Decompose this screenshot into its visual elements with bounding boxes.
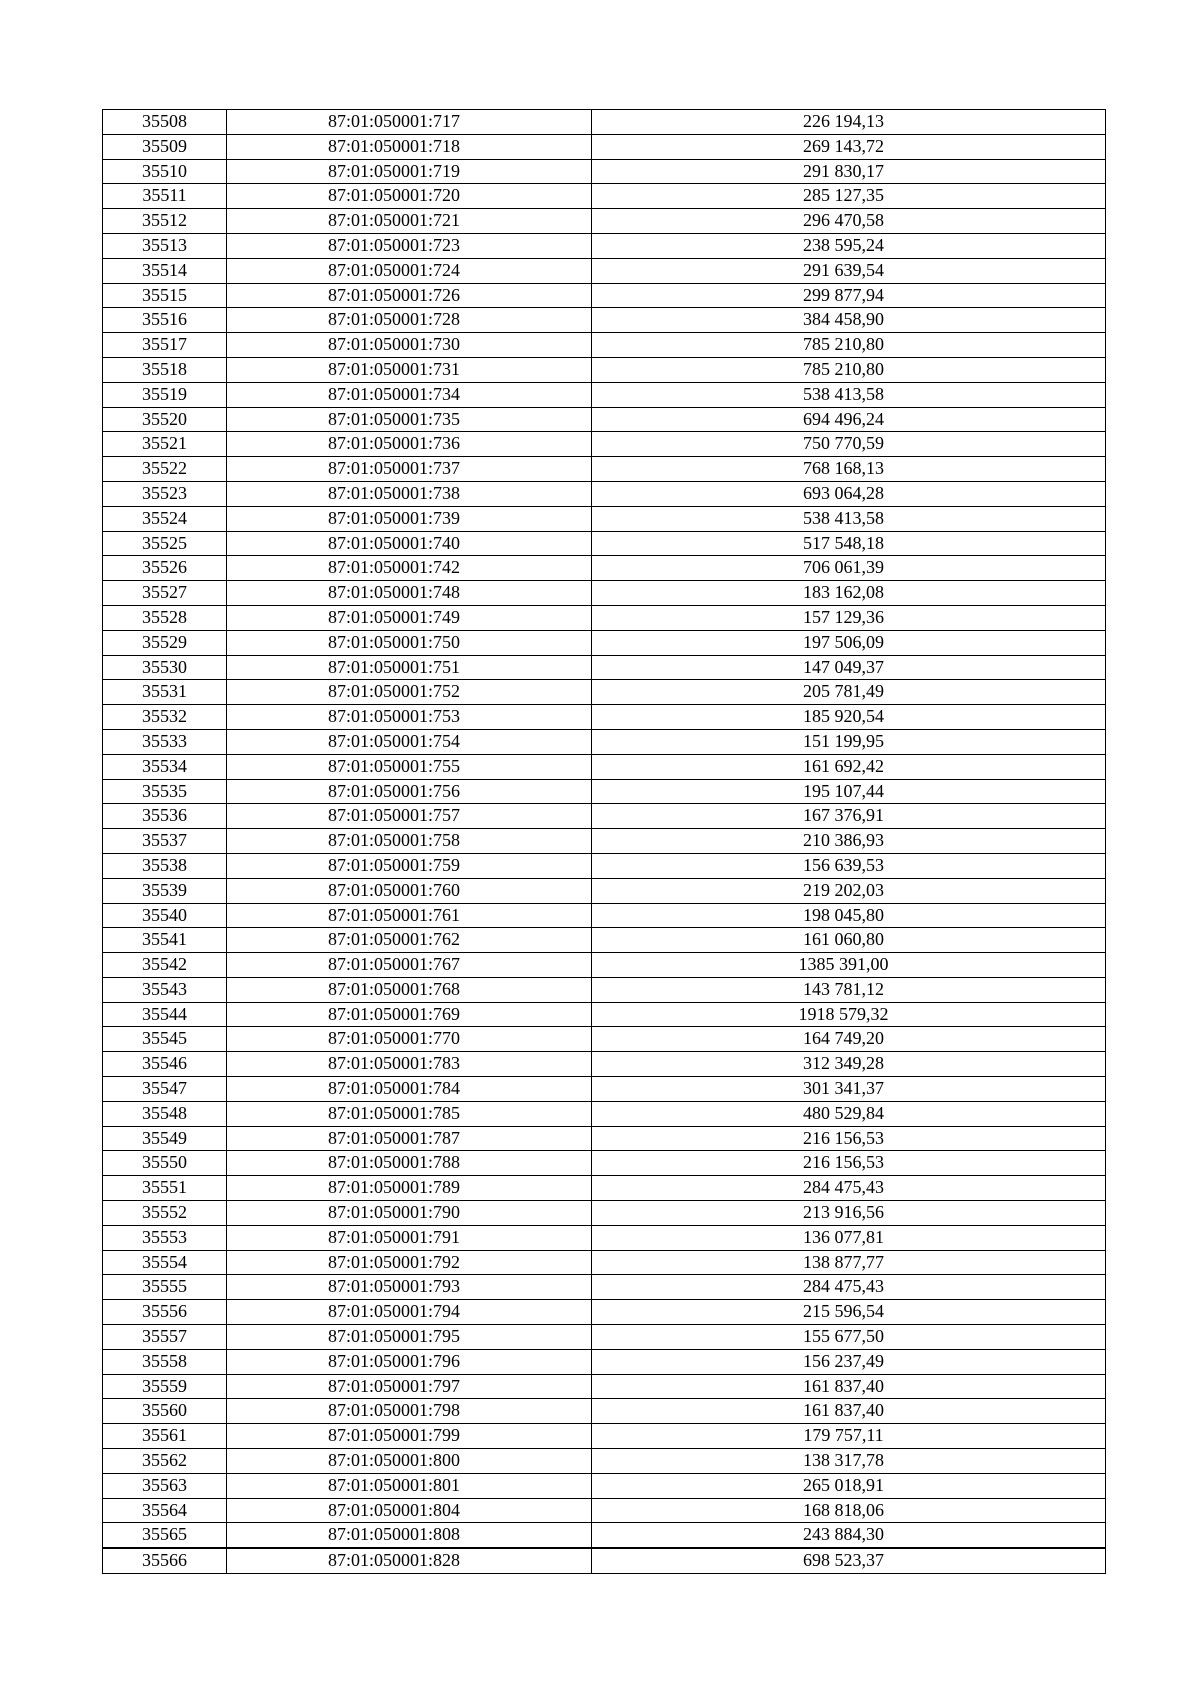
cadastral-number-cell: 87:01:050001:795 — [227, 1325, 592, 1350]
cadastral-number-cell: 87:01:050001:768 — [227, 977, 592, 1002]
cadastral-value-cell: 291 639,54 — [592, 258, 1106, 283]
cadastral-value-cell: 161 060,80 — [592, 928, 1106, 953]
cadastral-value-cell: 143 781,12 — [592, 977, 1106, 1002]
cadastral-value-table — [102, 109, 1106, 1574]
cadastral-value-cell: 238 595,24 — [592, 233, 1106, 258]
table-row — [103, 1349, 1106, 1374]
table-row — [103, 1151, 1106, 1176]
table-row — [103, 1548, 1106, 1573]
cadastral-value-cell: 213 916,56 — [592, 1201, 1106, 1226]
table-row — [103, 1126, 1106, 1151]
cadastral-number-cell: 87:01:050001:728 — [227, 308, 592, 333]
row-number-cell: 35531 — [103, 680, 227, 705]
table-row — [103, 1176, 1106, 1201]
table-row — [103, 134, 1106, 159]
row-number-cell: 35523 — [103, 481, 227, 506]
table-row — [103, 1399, 1106, 1424]
table-row — [103, 1225, 1106, 1250]
cadastral-number-cell: 87:01:050001:804 — [227, 1498, 592, 1523]
row-number-cell: 35548 — [103, 1101, 227, 1126]
cadastral-number-cell: 87:01:050001:719 — [227, 159, 592, 184]
cadastral-value-cell: 219 202,03 — [592, 878, 1106, 903]
table-row — [103, 630, 1106, 655]
table-row — [103, 110, 1106, 135]
row-number-cell: 35515 — [103, 283, 227, 308]
row-number-cell: 35544 — [103, 1002, 227, 1027]
table-row — [103, 556, 1106, 581]
cadastral-number-cell: 87:01:050001:736 — [227, 432, 592, 457]
table-row — [103, 159, 1106, 184]
cadastral-value-cell: 694 496,24 — [592, 407, 1106, 432]
cadastral-number-cell: 87:01:050001:726 — [227, 283, 592, 308]
cadastral-number-cell: 87:01:050001:787 — [227, 1126, 592, 1151]
row-number-cell: 35539 — [103, 878, 227, 903]
table-row — [103, 233, 1106, 258]
row-number-cell: 35516 — [103, 308, 227, 333]
row-number-cell: 35546 — [103, 1052, 227, 1077]
row-number-cell: 35534 — [103, 754, 227, 779]
cadastral-number-cell: 87:01:050001:794 — [227, 1300, 592, 1325]
cadastral-value-cell: 698 523,37 — [592, 1548, 1106, 1573]
cadastral-number-cell: 87:01:050001:783 — [227, 1052, 592, 1077]
table-row — [103, 1027, 1106, 1052]
cadastral-number-cell: 87:01:050001:720 — [227, 184, 592, 209]
row-number-cell: 35538 — [103, 853, 227, 878]
table-row — [103, 1473, 1106, 1498]
cadastral-number-cell: 87:01:050001:753 — [227, 705, 592, 730]
cadastral-value-cell: 138 877,77 — [592, 1250, 1106, 1275]
table-row — [103, 680, 1106, 705]
row-number-cell: 35526 — [103, 556, 227, 581]
cadastral-number-cell: 87:01:050001:748 — [227, 581, 592, 606]
cadastral-number-cell: 87:01:050001:784 — [227, 1077, 592, 1102]
cadastral-value-cell: 138 317,78 — [592, 1449, 1106, 1474]
table-row — [103, 829, 1106, 854]
cadastral-number-cell: 87:01:050001:791 — [227, 1225, 592, 1250]
cadastral-value-cell: 167 376,91 — [592, 804, 1106, 829]
cadastral-value-cell: 198 045,80 — [592, 903, 1106, 928]
table-row — [103, 1374, 1106, 1399]
table-row — [103, 209, 1106, 234]
row-number-cell: 35540 — [103, 903, 227, 928]
row-number-cell: 35559 — [103, 1374, 227, 1399]
cadastral-number-cell: 87:01:050001:769 — [227, 1002, 592, 1027]
cadastral-number-cell: 87:01:050001:761 — [227, 903, 592, 928]
cadastral-number-cell: 87:01:050001:801 — [227, 1473, 592, 1498]
cadastral-value-cell: 216 156,53 — [592, 1126, 1106, 1151]
table-row — [103, 977, 1106, 1002]
cadastral-value-cell: 155 677,50 — [592, 1325, 1106, 1350]
row-number-cell: 35554 — [103, 1250, 227, 1275]
cadastral-value-cell: 161 692,42 — [592, 754, 1106, 779]
cadastral-number-cell: 87:01:050001:752 — [227, 680, 592, 705]
cadastral-value-cell: 210 386,93 — [592, 829, 1106, 854]
cadastral-value-cell: 517 548,18 — [592, 531, 1106, 556]
row-number-cell: 35510 — [103, 159, 227, 184]
cadastral-number-cell: 87:01:050001:739 — [227, 506, 592, 531]
table-row — [103, 779, 1106, 804]
row-number-cell: 35532 — [103, 705, 227, 730]
table-row — [103, 1250, 1106, 1275]
cadastral-value-cell: 538 413,58 — [592, 382, 1106, 407]
row-number-cell: 35542 — [103, 953, 227, 978]
table-row — [103, 1077, 1106, 1102]
cadastral-value-cell: 299 877,94 — [592, 283, 1106, 308]
cadastral-value-cell: 291 830,17 — [592, 159, 1106, 184]
table-row — [103, 457, 1106, 482]
table-row — [103, 853, 1106, 878]
cadastral-number-cell: 87:01:050001:808 — [227, 1523, 592, 1548]
cadastral-value-cell: 157 129,36 — [592, 605, 1106, 630]
row-number-cell: 35514 — [103, 258, 227, 283]
table-row — [103, 1101, 1106, 1126]
cadastral-number-cell: 87:01:050001:751 — [227, 655, 592, 680]
table-row — [103, 283, 1106, 308]
table-row — [103, 1201, 1106, 1226]
cadastral-number-cell: 87:01:050001:788 — [227, 1151, 592, 1176]
table-row — [103, 1275, 1106, 1300]
cadastral-number-cell: 87:01:050001:789 — [227, 1176, 592, 1201]
table-row — [103, 308, 1106, 333]
cadastral-value-cell: 147 049,37 — [592, 655, 1106, 680]
row-number-cell: 35557 — [103, 1325, 227, 1350]
cadastral-value-cell: 768 168,13 — [592, 457, 1106, 482]
row-number-cell: 35529 — [103, 630, 227, 655]
cadastral-number-cell: 87:01:050001:724 — [227, 258, 592, 283]
cadastral-number-cell: 87:01:050001:730 — [227, 333, 592, 358]
cadastral-value-cell: 195 107,44 — [592, 779, 1106, 804]
row-number-cell: 35517 — [103, 333, 227, 358]
cadastral-value-cell: 284 475,43 — [592, 1275, 1106, 1300]
cadastral-value-cell: 151 199,95 — [592, 729, 1106, 754]
cadastral-number-cell: 87:01:050001:717 — [227, 110, 592, 135]
cadastral-number-cell: 87:01:050001:785 — [227, 1101, 592, 1126]
cadastral-number-cell: 87:01:050001:760 — [227, 878, 592, 903]
table-row — [103, 605, 1106, 630]
row-number-cell: 35565 — [103, 1523, 227, 1548]
row-number-cell: 35509 — [103, 134, 227, 159]
cadastral-number-cell: 87:01:050001:793 — [227, 1275, 592, 1300]
table-row — [103, 705, 1106, 730]
table-row — [103, 481, 1106, 506]
cadastral-value-cell: 156 639,53 — [592, 853, 1106, 878]
cadastral-value-cell: 168 818,06 — [592, 1498, 1106, 1523]
row-number-cell: 35525 — [103, 531, 227, 556]
row-number-cell: 35519 — [103, 382, 227, 407]
row-number-cell: 35550 — [103, 1151, 227, 1176]
cadastral-value-cell: 197 506,09 — [592, 630, 1106, 655]
row-number-cell: 35564 — [103, 1498, 227, 1523]
row-number-cell: 35549 — [103, 1126, 227, 1151]
cadastral-value-cell: 183 162,08 — [592, 581, 1106, 606]
row-number-cell: 35560 — [103, 1399, 227, 1424]
cadastral-value-cell: 161 837,40 — [592, 1399, 1106, 1424]
table-row — [103, 655, 1106, 680]
row-number-cell: 35553 — [103, 1225, 227, 1250]
cadastral-value-cell: 269 143,72 — [592, 134, 1106, 159]
row-number-cell: 35522 — [103, 457, 227, 482]
table-row — [103, 382, 1106, 407]
cadastral-number-cell: 87:01:050001:798 — [227, 1399, 592, 1424]
row-number-cell: 35528 — [103, 605, 227, 630]
table-row — [103, 407, 1106, 432]
table-row — [103, 333, 1106, 358]
row-number-cell: 35566 — [103, 1548, 227, 1573]
cadastral-value-cell: 785 210,80 — [592, 357, 1106, 382]
cadastral-value-cell: 136 077,81 — [592, 1225, 1106, 1250]
row-number-cell: 35547 — [103, 1077, 227, 1102]
cadastral-number-cell: 87:01:050001:737 — [227, 457, 592, 482]
row-number-cell: 35551 — [103, 1176, 227, 1201]
row-number-cell: 35555 — [103, 1275, 227, 1300]
row-number-cell: 35511 — [103, 184, 227, 209]
table-row — [103, 878, 1106, 903]
cadastral-value-cell: 480 529,84 — [592, 1101, 1106, 1126]
row-number-cell: 35535 — [103, 779, 227, 804]
cadastral-value-cell: 164 749,20 — [592, 1027, 1106, 1052]
row-number-cell: 35518 — [103, 357, 227, 382]
cadastral-number-cell: 87:01:050001:770 — [227, 1027, 592, 1052]
cadastral-value-cell: 243 884,30 — [592, 1523, 1106, 1548]
table-row — [103, 357, 1106, 382]
cadastral-number-cell: 87:01:050001:796 — [227, 1349, 592, 1374]
table-row — [103, 953, 1106, 978]
cadastral-value-cell: 1385 391,00 — [592, 953, 1106, 978]
row-number-cell: 35563 — [103, 1473, 227, 1498]
cadastral-value-cell: 284 475,43 — [592, 1176, 1106, 1201]
cadastral-number-cell: 87:01:050001:828 — [227, 1548, 592, 1573]
cadastral-number-cell: 87:01:050001:757 — [227, 804, 592, 829]
row-number-cell: 35521 — [103, 432, 227, 457]
table-row — [103, 754, 1106, 779]
cadastral-number-cell: 87:01:050001:756 — [227, 779, 592, 804]
cadastral-value-cell: 312 349,28 — [592, 1052, 1106, 1077]
row-number-cell: 35562 — [103, 1449, 227, 1474]
row-number-cell: 35561 — [103, 1424, 227, 1449]
row-number-cell: 35533 — [103, 729, 227, 754]
cadastral-value-cell: 226 194,13 — [592, 110, 1106, 135]
cadastral-value-cell: 185 920,54 — [592, 705, 1106, 730]
cadastral-number-cell: 87:01:050001:767 — [227, 953, 592, 978]
row-number-cell: 35552 — [103, 1201, 227, 1226]
row-number-cell: 35541 — [103, 928, 227, 953]
cadastral-value-cell: 785 210,80 — [592, 333, 1106, 358]
cadastral-number-cell: 87:01:050001:740 — [227, 531, 592, 556]
row-number-cell: 35524 — [103, 506, 227, 531]
row-number-cell: 35513 — [103, 233, 227, 258]
row-number-cell: 35556 — [103, 1300, 227, 1325]
table-row — [103, 1325, 1106, 1350]
cadastral-number-cell: 87:01:050001:754 — [227, 729, 592, 754]
table-row — [103, 432, 1106, 457]
table-row — [103, 1002, 1106, 1027]
table-row — [103, 184, 1106, 209]
table-row — [103, 729, 1106, 754]
row-number-cell: 35508 — [103, 110, 227, 135]
cadastral-value-cell: 750 770,59 — [592, 432, 1106, 457]
cadastral-number-cell: 87:01:050001:790 — [227, 1201, 592, 1226]
cadastral-number-cell: 87:01:050001:762 — [227, 928, 592, 953]
cadastral-value-cell: 216 156,53 — [592, 1151, 1106, 1176]
table-body — [103, 110, 1106, 1574]
cadastral-number-cell: 87:01:050001:735 — [227, 407, 592, 432]
cadastral-number-cell: 87:01:050001:758 — [227, 829, 592, 854]
cadastral-value-cell: 265 018,91 — [592, 1473, 1106, 1498]
table-row — [103, 258, 1106, 283]
table-row — [103, 1052, 1106, 1077]
table-row — [103, 1523, 1106, 1548]
cadastral-number-cell: 87:01:050001:718 — [227, 134, 592, 159]
cadastral-value-cell: 301 341,37 — [592, 1077, 1106, 1102]
cadastral-value-cell: 161 837,40 — [592, 1374, 1106, 1399]
row-number-cell: 35543 — [103, 977, 227, 1002]
cadastral-number-cell: 87:01:050001:797 — [227, 1374, 592, 1399]
row-number-cell: 35536 — [103, 804, 227, 829]
cadastral-number-cell: 87:01:050001:792 — [227, 1250, 592, 1275]
row-number-cell: 35527 — [103, 581, 227, 606]
cadastral-number-cell: 87:01:050001:755 — [227, 754, 592, 779]
table-row — [103, 531, 1106, 556]
row-number-cell: 35530 — [103, 655, 227, 680]
cadastral-number-cell: 87:01:050001:723 — [227, 233, 592, 258]
table-row — [103, 804, 1106, 829]
row-number-cell: 35520 — [103, 407, 227, 432]
row-number-cell: 35545 — [103, 1027, 227, 1052]
cadastral-value-cell: 693 064,28 — [592, 481, 1106, 506]
cadastral-number-cell: 87:01:050001:742 — [227, 556, 592, 581]
cadastral-number-cell: 87:01:050001:800 — [227, 1449, 592, 1474]
table-row — [103, 928, 1106, 953]
cadastral-number-cell: 87:01:050001:799 — [227, 1424, 592, 1449]
cadastral-number-cell: 87:01:050001:731 — [227, 357, 592, 382]
table-row — [103, 506, 1106, 531]
cadastral-number-cell: 87:01:050001:750 — [227, 630, 592, 655]
cadastral-value-cell: 205 781,49 — [592, 680, 1106, 705]
table-row — [103, 1449, 1106, 1474]
table-row — [103, 581, 1106, 606]
table-row — [103, 903, 1106, 928]
row-number-cell: 35558 — [103, 1349, 227, 1374]
table-row — [103, 1498, 1106, 1523]
cadastral-value-cell: 285 127,35 — [592, 184, 1106, 209]
cadastral-number-cell: 87:01:050001:721 — [227, 209, 592, 234]
cadastral-value-cell: 706 061,39 — [592, 556, 1106, 581]
cadastral-value-cell: 384 458,90 — [592, 308, 1106, 333]
cadastral-value-cell: 179 757,11 — [592, 1424, 1106, 1449]
cadastral-value-cell: 156 237,49 — [592, 1349, 1106, 1374]
cadastral-number-cell: 87:01:050001:759 — [227, 853, 592, 878]
row-number-cell: 35537 — [103, 829, 227, 854]
cadastral-number-cell: 87:01:050001:734 — [227, 382, 592, 407]
cadastral-number-cell: 87:01:050001:749 — [227, 605, 592, 630]
cadastral-number-cell: 87:01:050001:738 — [227, 481, 592, 506]
row-number-cell: 35512 — [103, 209, 227, 234]
table-row — [103, 1424, 1106, 1449]
cadastral-value-cell: 215 596,54 — [592, 1300, 1106, 1325]
cadastral-value-cell: 1918 579,32 — [592, 1002, 1106, 1027]
cadastral-value-cell: 538 413,58 — [592, 506, 1106, 531]
cadastral-value-cell: 296 470,58 — [592, 209, 1106, 234]
table-row — [103, 1300, 1106, 1325]
